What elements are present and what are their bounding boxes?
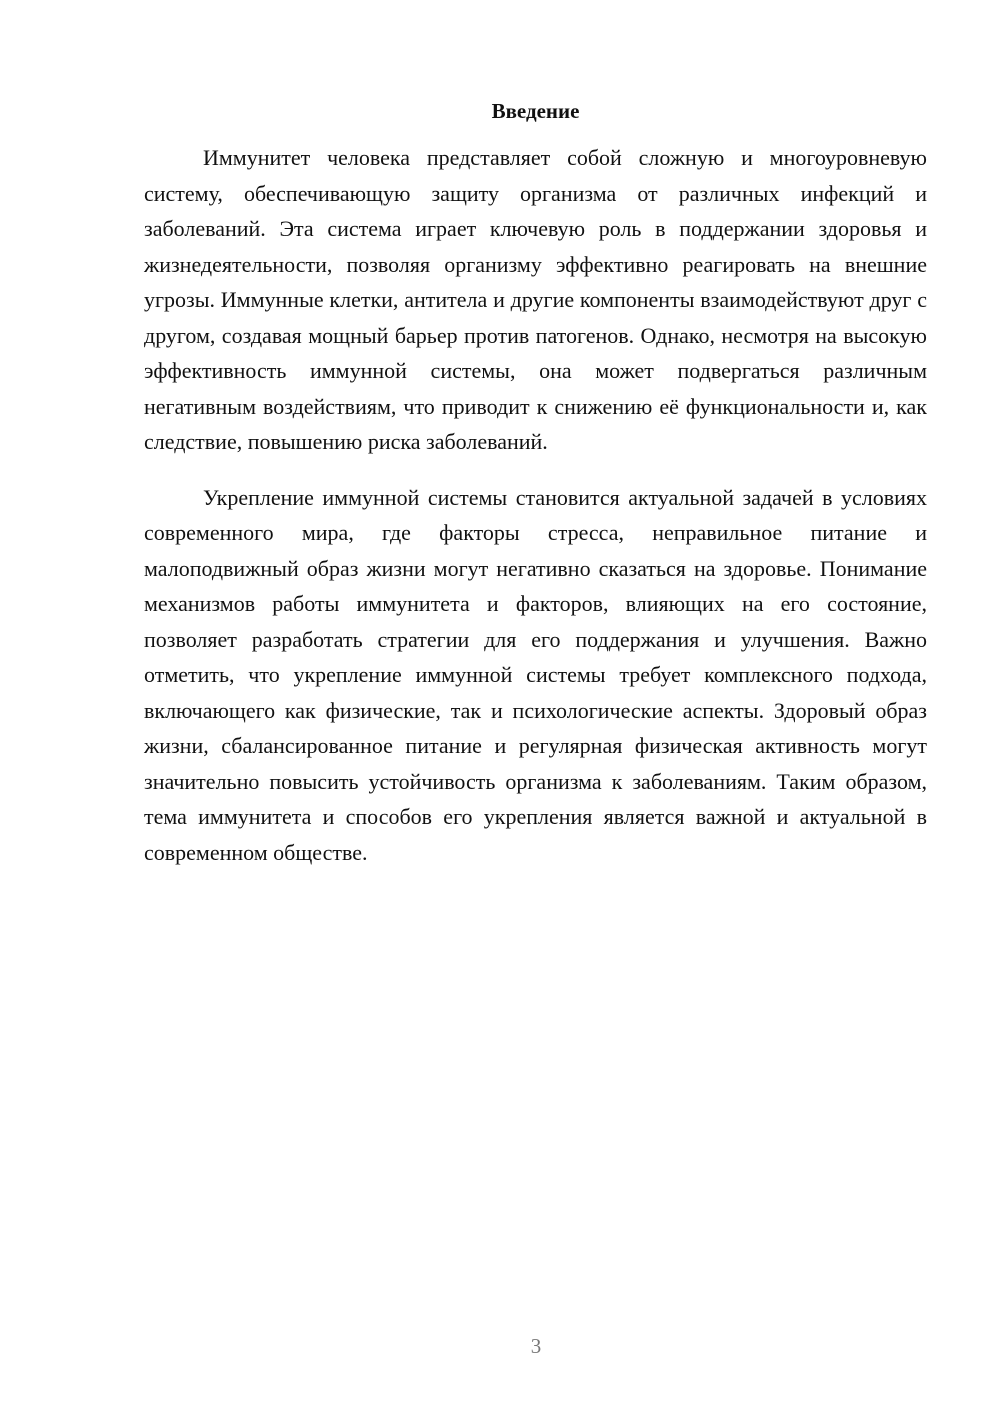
paragraph-intro: Иммунитет человека представляет собой сложную и многоуровневую систему, обеспечивающую защиту организма от различных инфекций и заболеваний. Эта система играет ключевую роль в поддержании здоровья и жизнедеятельности, позволяя организму эффективно реагировать на внешние угрозы. Иммунные клетки, антитела и другие компоненты взаимодействуют друг с другом, создавая мощный барьер против патогенов. Однако, несмотря на высокую эффективность иммунной системы, она может подвергаться различным негативным воздействиям, что приводит к снижению её функциональности и, как следствие, повышению риска заболеваний. (144, 145, 927, 454)
section-title: Введение (491, 99, 580, 123)
page-content (144, 96, 927, 870)
page-number: 3 (530, 1334, 542, 1358)
paragraph-immunity-strengthening: Укрепление иммунной системы становится актуальной задачей в условиях современного мира, где факторы стресса, неправильное питание и малоподвижный образ жизни могут негативно сказаться на здоровье. Понимание механизмов работы иммунитета и факторов, влияющих на его состояние, позволяет разработать стратегии для его поддержания и улучшения. Важно отметить, что укрепление иммунной системы требует комплексного подхода, включающего как физические, так и психологические аспекты. Здоровый образ жизни, сбалансированное питание и регулярная физическая активность могут значительно повысить устойчивость организма к заболеваниям. Таким образом, тема иммунитета и способов его укрепления является важной и актуальной в современном обществе. (144, 484, 927, 865)
